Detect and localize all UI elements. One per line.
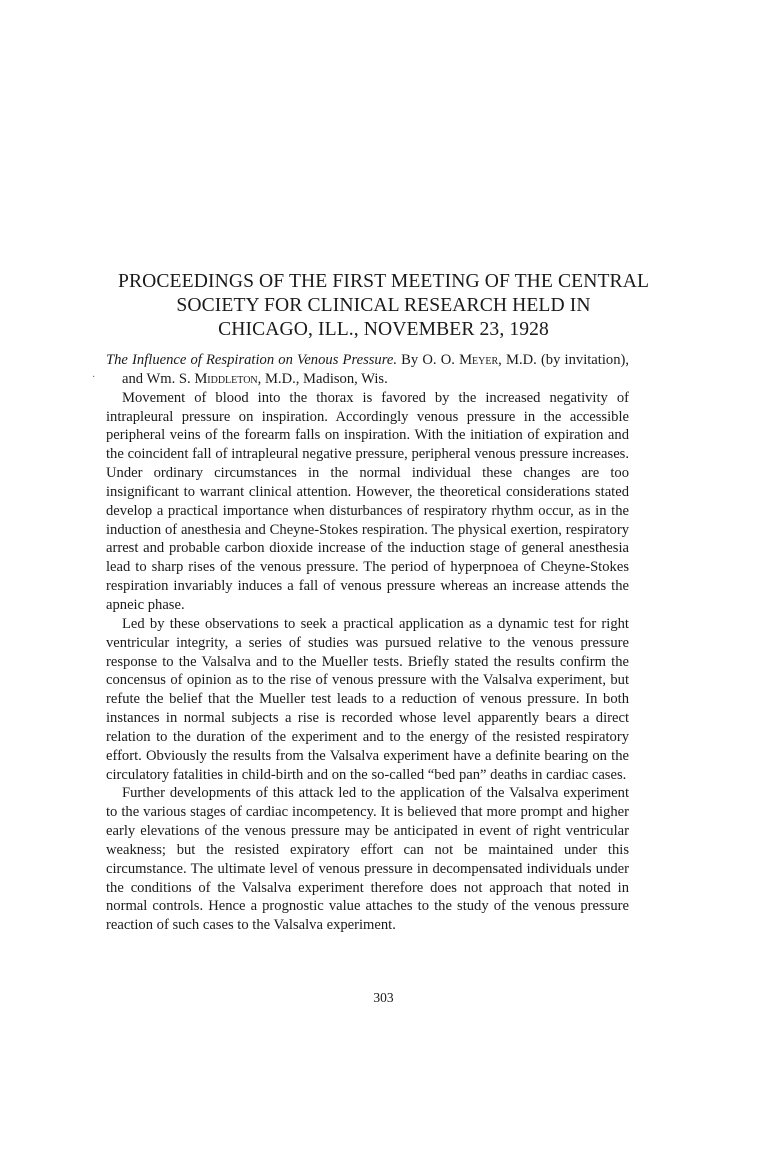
paragraph-1: Movement of blood into the thorax is favored by the increased negativity of intrapleural pressure on inspiration. Accordingly venous pressure in the accessible peripheral veins of the forearm falls on inspiration. With the initiation of expiration and the coincident fall of intrapleural negative pressure, peripheral venous pressure increases. Under ordinary circumstances in the normal individual these changes are too insignificant to warrant clinical attention. However, the theoretical considerations stated develop a practical importance when disturbances of respiratory rhythm occur, as in the induction of anesthesia and Cheyne-Stokes respiration. The physical exertion, respiratory arrest and probable carbon dioxide increase of the induction stage of general anesthesia lead to sharp rises of the venous pressure. The period of hyperpnoea of Cheyne-Stokes respiration invariably induces a fall of venous pressure whereas an increase attends the apneic phase. (106, 389, 629, 613)
byline-by: By O. O. (401, 352, 455, 368)
heading-line-1: PROCEEDINGS OF THE FIRST MEETING OF THE CENTRAL (117, 271, 650, 292)
paragraph-3: Further developments of this attack led to the application of the Valsalva experiment to the various stages of cardiac incompetency. It is believed that more prompt and higher early elevations of the venous pressure may be anticipated in event of right ventricular weakness; but the resisted expiratory effort can not be maintained under this circumstance. The ultimate level of venous pressure in decompensated individuals under the conditions of the Valsalva experiment therefore does not approach that noted in normal controls. Hence a prognostic value attaches to the study of the venous pressure reaction of such cases to the Valsalva experiment. (106, 785, 629, 934)
heading-line-2: SOCIETY FOR CLINICAL RESEARCH HELD IN (176, 295, 591, 316)
page-number: 303 (373, 990, 394, 1005)
heading-line-3: CHICAGO, ILL., NOVEMBER 23, 1928 (218, 319, 549, 340)
proceedings-heading (100, 270, 667, 342)
article-body (106, 351, 629, 935)
article-byline (106, 351, 629, 389)
article-title: The Influence of Respiration on Venous Pressure. (106, 352, 397, 368)
paragraph-2: Led by these observations to seek a practical application as a dynamic test for right ventricular integrity, a series of studies was pursued relative to the venous pressure response to the Valsalva and to the Mueller tests. Briefly stated the results confirm the concensus of opinion as to the rise of venous pressure with the Valsalva experiment, but refute the belief that the Mueller test leads to a reduction of venous pressure. In both instances in normal subjects a rise is recorded whose level apparently bears a direct relation to the duration of the experiment and to the energy of the resisted respiratory effort. Obviously the results from the Valsalva experiment have a definite bearing on the circulatory fatalities in child-birth and on the so-called “bed pan” deaths in cardiac cases. (106, 615, 629, 783)
author-2-surname: Middleton (194, 370, 258, 387)
author-1-surname: Meyer (459, 352, 499, 368)
author-1-tail: , M.D. (by invitation), and Wm. S. (122, 352, 629, 387)
author-2-tail: , M.D., Madison, Wis. (257, 370, 388, 387)
margin-mark: · (92, 372, 96, 383)
